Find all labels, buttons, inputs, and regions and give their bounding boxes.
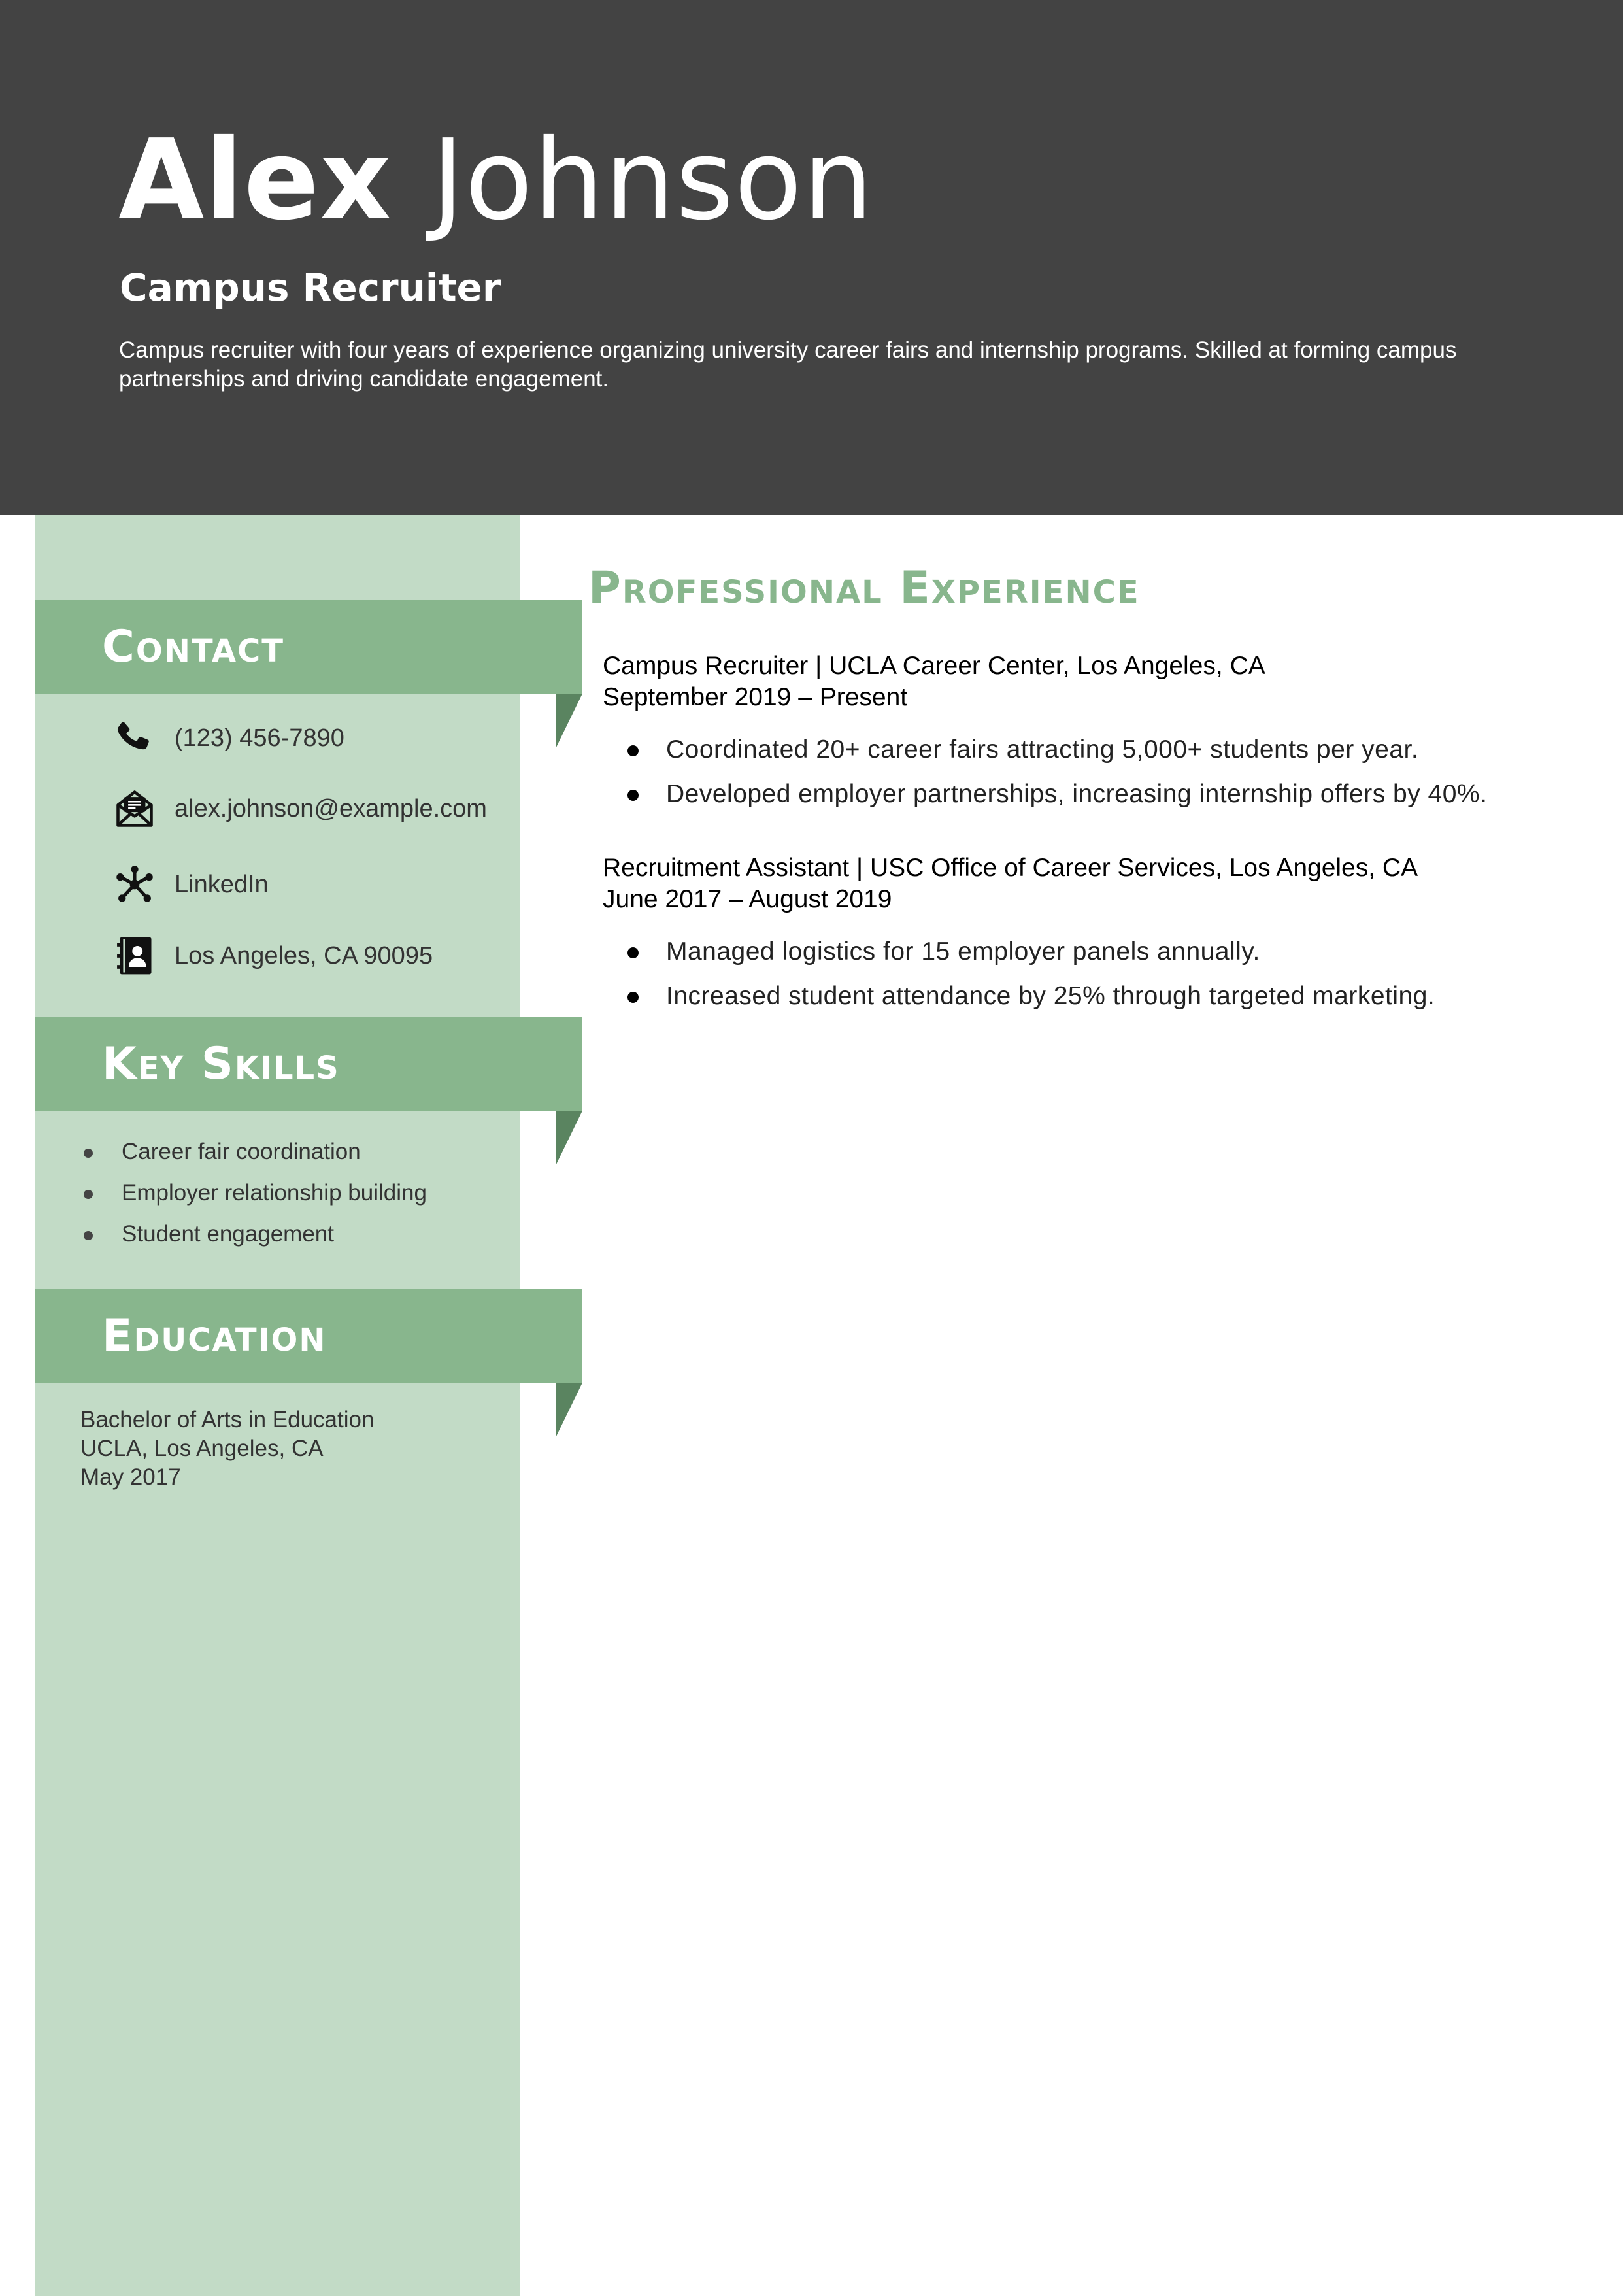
education-degree: Bachelor of Arts in Education [80,1407,375,1432]
contact-address [112,933,433,979]
education-school: UCLA, Los Angeles, CA [80,1436,324,1461]
job-dates: September 2019 – Present [603,683,908,711]
experience-heading: Professional Experience [588,562,1140,614]
address-book-icon [112,934,157,978]
job-position: Recruitment Assistant | USC Office of Career Services, Los Angeles, CA [603,854,1418,882]
skill-item: Employer relationship building [78,1172,427,1213]
contact-fold [556,694,582,749]
education-date: May 2017 [80,1464,181,1490]
contact-linkedin [112,862,269,907]
contact-phone [112,715,344,761]
email-icon [112,786,157,831]
education-section-header [35,1289,582,1383]
education-heading: Education [102,1310,327,1362]
job-bullet: Coordinated 20+ career fairs attracting 5,000+ students per year. [603,728,1583,772]
job-entry [603,650,1583,817]
skills-list [78,1131,427,1255]
job-bullet: Increased student attendance by 25% through targeted marketing. [603,974,1583,1019]
skill-item: Career fair coordination [78,1131,427,1172]
first-name: Alex [118,116,392,245]
job-bullets [603,930,1583,1019]
job-entry [603,853,1583,1019]
job-bullet: Managed logistics for 15 employer panels annually. [603,930,1583,974]
contact-heading: Contact [102,621,285,673]
skills-heading: Key Skills [102,1038,340,1090]
skills-section-header [35,1017,582,1111]
header [0,0,1623,515]
job-title: Campus Recruiter [120,265,501,310]
phone-icon [112,716,157,760]
contact-section-header [35,600,582,694]
job-position: Campus Recruiter | UCLA Career Center, Los Angeles, CA [603,652,1265,680]
email-text[interactable]: alex.johnson@example.com [175,794,487,822]
job-bullets [603,728,1583,817]
summary: Campus recruiter with four years of experience organizing university career fairs and internship programs. Skilled at forming campus partnerships and driving candidate engagement. [119,337,1457,392]
linkedin-link[interactable]: LinkedIn [175,870,269,898]
contact-email [112,786,487,832]
job-dates: June 2017 – August 2019 [603,885,892,913]
skills-fold [556,1111,582,1166]
address-text: Los Angeles, CA 90095 [175,941,433,970]
skill-item: Student engagement [78,1213,427,1255]
full-name [118,115,874,246]
education-fold [556,1383,582,1438]
phone-text: (123) 456-7890 [175,724,344,752]
last-name: Johnson [431,116,874,245]
job-bullet: Developed employer partnerships, increasing internship offers by 40%. [603,772,1583,817]
education-details [80,1406,374,1492]
network-icon [112,862,157,907]
